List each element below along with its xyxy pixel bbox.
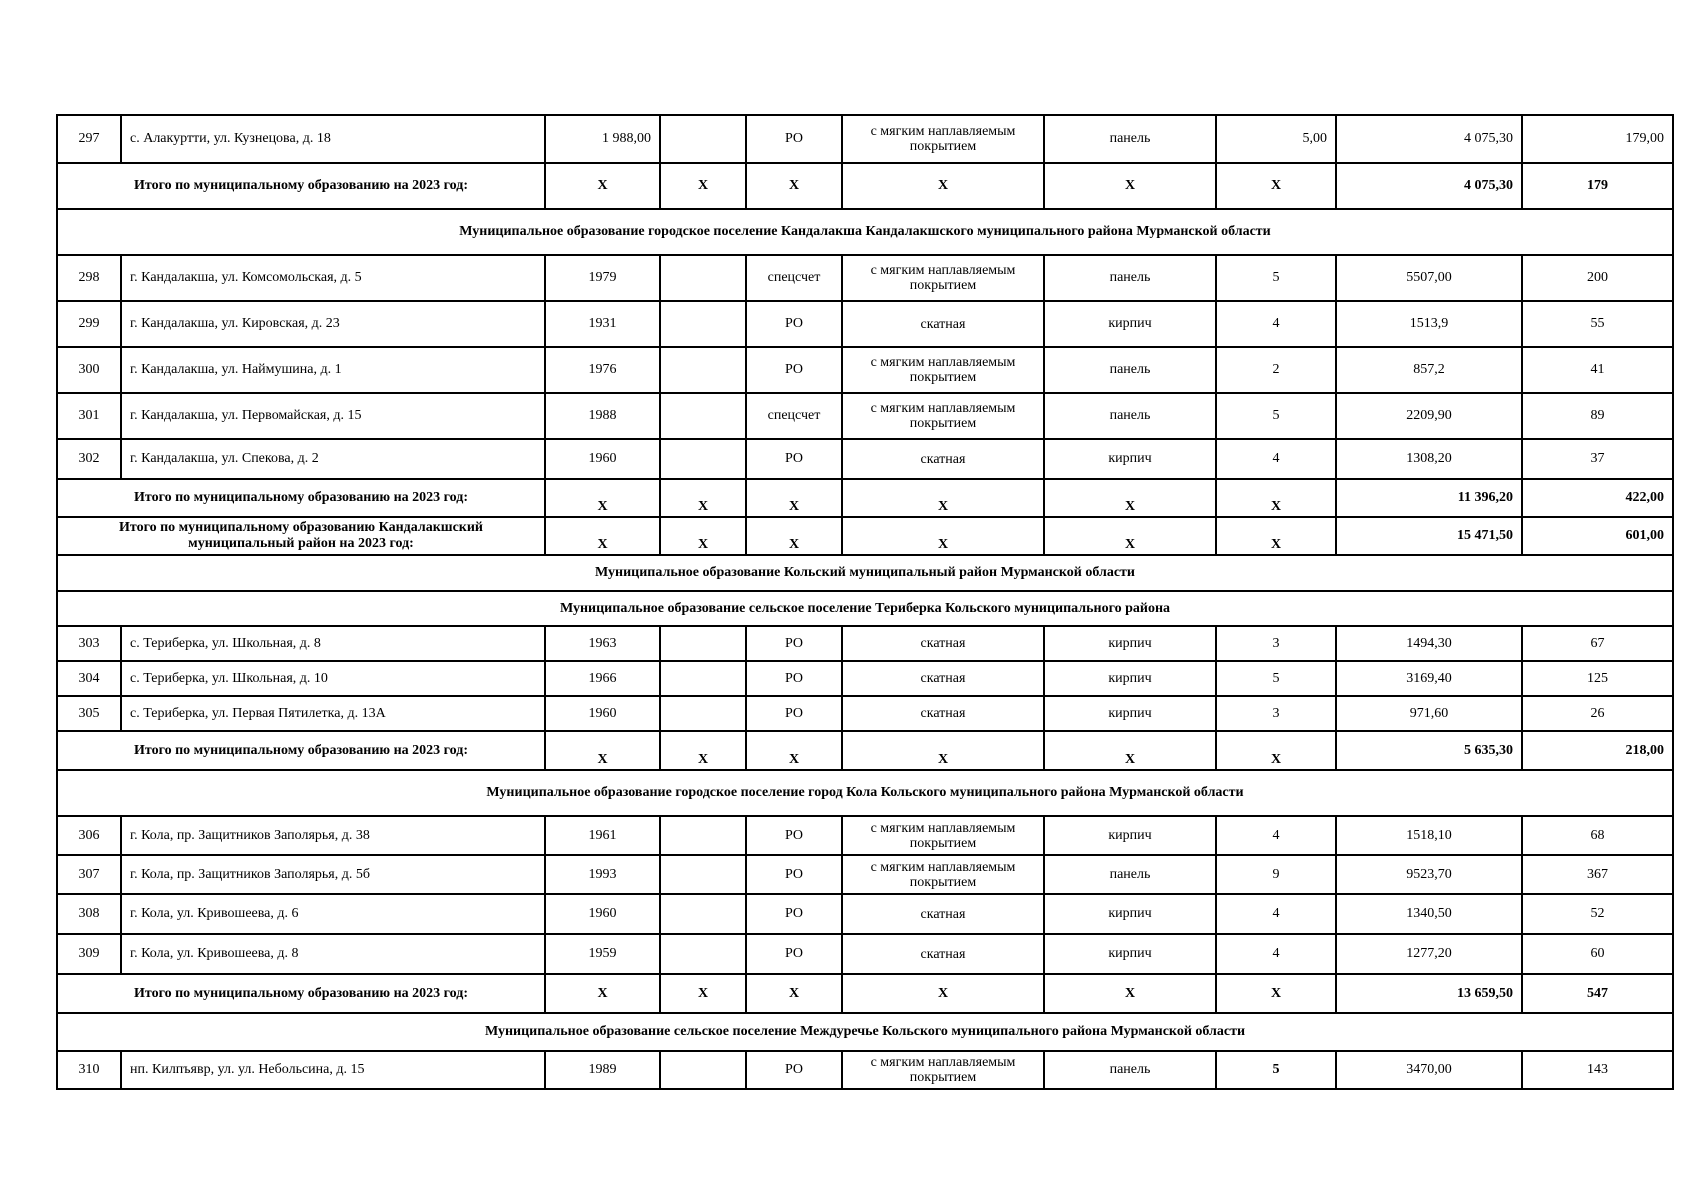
residents-cell: 37: [1522, 439, 1673, 479]
total-row: [57, 517, 1673, 555]
address-cell: г. Кандалакша, ул. Комсомольская, д. 5: [121, 255, 545, 301]
residents-cell: 41: [1522, 347, 1673, 393]
table-row: [57, 255, 1673, 301]
roof-type-cell: скатная: [842, 301, 1044, 347]
empty-cell: [660, 816, 746, 855]
floors-cell: 5: [1216, 1051, 1336, 1089]
total-x-mark: X: [746, 731, 842, 770]
wall-material-cell: кирпич: [1044, 626, 1216, 661]
floors-cell: 3: [1216, 626, 1336, 661]
area-cell: 1518,10: [1336, 816, 1522, 855]
floors-cell: 9: [1216, 855, 1336, 894]
empty-cell: [660, 626, 746, 661]
roof-type-cell: с мягким наплавляемым покрытием: [842, 1051, 1044, 1089]
total-x-mark: X: [842, 163, 1044, 209]
total-label: Итого по муниципальному образованию на 2023 год:: [57, 479, 545, 517]
wall-material-cell: кирпич: [1044, 661, 1216, 696]
section-title: Муниципальное образование сельское поселение Междуречье Кольского муниципального района Мурманской области: [57, 1013, 1673, 1051]
address-cell: с. Териберка, ул. Первая Пятилетка, д. 13А: [121, 696, 545, 731]
roof-type-cell: скатная: [842, 439, 1044, 479]
area-cell: 1308,20: [1336, 439, 1522, 479]
wall-material-cell: кирпич: [1044, 696, 1216, 731]
year-cell: 1961: [545, 816, 660, 855]
roof-type-cell: с мягким наплавляемым покрытием: [842, 816, 1044, 855]
table-row: [57, 894, 1673, 934]
row-number: 310: [57, 1051, 121, 1089]
roof-type-cell: с мягким наплавляемым покрытием: [842, 347, 1044, 393]
area-cell: 3470,00: [1336, 1051, 1522, 1089]
wall-material-cell: панель: [1044, 855, 1216, 894]
housing-table: [56, 114, 1674, 1090]
roof-type-cell: скатная: [842, 661, 1044, 696]
address-cell: г. Кандалакша, ул. Спекова, д. 2: [121, 439, 545, 479]
fund-cell: РО: [746, 894, 842, 934]
row-number: 309: [57, 934, 121, 974]
fund-cell: РО: [746, 934, 842, 974]
table-row: [57, 1051, 1673, 1089]
roof-type-cell: скатная: [842, 626, 1044, 661]
area-cell: 5507,00: [1336, 255, 1522, 301]
empty-cell: [660, 301, 746, 347]
row-number: 303: [57, 626, 121, 661]
total-x-mark: X: [545, 974, 660, 1013]
total-x-mark: X: [1216, 163, 1336, 209]
row-number: 305: [57, 696, 121, 731]
total-area: 4 075,30: [1336, 163, 1522, 209]
floors-cell: 2: [1216, 347, 1336, 393]
total-x-mark: X: [545, 163, 660, 209]
year-cell: 1979: [545, 255, 660, 301]
floors-cell: 5: [1216, 661, 1336, 696]
roof-type-cell: с мягким наплавляемым покрытием: [842, 855, 1044, 894]
section-header-row: [57, 209, 1673, 255]
row-number: 300: [57, 347, 121, 393]
table-row: [57, 696, 1673, 731]
table-row: [57, 626, 1673, 661]
year-cell: 1976: [545, 347, 660, 393]
empty-cell: [660, 1051, 746, 1089]
area-cell: 1340,50: [1336, 894, 1522, 934]
fund-cell: РО: [746, 439, 842, 479]
fund-cell: РО: [746, 626, 842, 661]
row-number: 308: [57, 894, 121, 934]
total-x-mark: X: [746, 163, 842, 209]
total-area: 15 471,50: [1336, 517, 1522, 555]
roof-type-cell: с мягким наплавляемым покрытием: [842, 255, 1044, 301]
total-x-mark: X: [1216, 974, 1336, 1013]
total-x-mark: X: [1044, 517, 1216, 555]
total-residents: 422,00: [1522, 479, 1673, 517]
fund-cell: спецсчет: [746, 255, 842, 301]
year-cell: 1960: [545, 439, 660, 479]
area-cell: 3169,40: [1336, 661, 1522, 696]
empty-cell: [660, 934, 746, 974]
fund-cell: спецсчет: [746, 393, 842, 439]
residents-cell: 143: [1522, 1051, 1673, 1089]
fund-cell: РО: [746, 347, 842, 393]
table-row: [57, 347, 1673, 393]
year-cell: 1931: [545, 301, 660, 347]
total-residents: 218,00: [1522, 731, 1673, 770]
roof-type-cell: с мягким наплавляемым покрытием: [842, 115, 1044, 163]
year-cell: 1960: [545, 894, 660, 934]
section-header-row: [57, 1013, 1673, 1051]
year-cell: 1966: [545, 661, 660, 696]
table-row: [57, 816, 1673, 855]
fund-cell: РО: [746, 1051, 842, 1089]
total-x-mark: X: [842, 974, 1044, 1013]
residents-cell: 89: [1522, 393, 1673, 439]
address-cell: г. Кола, ул. Кривошеева, д. 6: [121, 894, 545, 934]
address-cell: с. Алакуртти, ул. Кузнецова, д. 18: [121, 115, 545, 163]
empty-cell: [660, 347, 746, 393]
year-cell: 1988: [545, 393, 660, 439]
table-row: [57, 115, 1673, 163]
empty-cell: [660, 115, 746, 163]
residents-cell: 367: [1522, 855, 1673, 894]
total-area: 5 635,30: [1336, 731, 1522, 770]
total-x-mark: X: [746, 479, 842, 517]
residents-cell: 60: [1522, 934, 1673, 974]
residents-cell: 55: [1522, 301, 1673, 347]
floors-cell: 4: [1216, 301, 1336, 347]
total-x-mark: X: [842, 479, 1044, 517]
wall-material-cell: панель: [1044, 347, 1216, 393]
wall-material-cell: панель: [1044, 393, 1216, 439]
total-x-mark: X: [1216, 517, 1336, 555]
total-row: [57, 974, 1673, 1013]
fund-cell: РО: [746, 855, 842, 894]
row-number: 304: [57, 661, 121, 696]
roof-type-cell: с мягким наплавляемым покрытием: [842, 393, 1044, 439]
area-cell: 2209,90: [1336, 393, 1522, 439]
total-x-mark: X: [660, 163, 746, 209]
total-x-mark: X: [660, 479, 746, 517]
empty-cell: [660, 894, 746, 934]
address-cell: с. Териберка, ул. Школьная, д. 10: [121, 661, 545, 696]
area-cell: 971,60: [1336, 696, 1522, 731]
section-title: Муниципальное образование городское поселение Кандалакша Кандалакшского муниципального района Мурманской области: [57, 209, 1673, 255]
total-label: Итого по муниципальному образованию на 2023 год:: [57, 731, 545, 770]
total-x-mark: X: [1044, 974, 1216, 1013]
row-number: 299: [57, 301, 121, 347]
total-x-mark: X: [545, 731, 660, 770]
table-row: [57, 934, 1673, 974]
row-number: 298: [57, 255, 121, 301]
fund-cell: РО: [746, 301, 842, 347]
total-x-mark: X: [1044, 163, 1216, 209]
empty-cell: [660, 393, 746, 439]
table-row: [57, 301, 1673, 347]
address-cell: г. Кола, пр. Защитников Заполярья, д. 5б: [121, 855, 545, 894]
fund-cell: РО: [746, 816, 842, 855]
empty-cell: [660, 855, 746, 894]
row-number: 307: [57, 855, 121, 894]
residents-cell: 67: [1522, 626, 1673, 661]
area-cell: 857,2: [1336, 347, 1522, 393]
floors-cell: 5: [1216, 255, 1336, 301]
total-area: 13 659,50: [1336, 974, 1522, 1013]
total-x-mark: X: [746, 517, 842, 555]
residents-cell: 125: [1522, 661, 1673, 696]
total-x-mark: X: [660, 517, 746, 555]
total-x-mark: X: [660, 731, 746, 770]
row-number: 301: [57, 393, 121, 439]
wall-material-cell: кирпич: [1044, 816, 1216, 855]
year-cell: 1963: [545, 626, 660, 661]
empty-cell: [660, 661, 746, 696]
roof-type-cell: скатная: [842, 934, 1044, 974]
roof-type-cell: скатная: [842, 894, 1044, 934]
table-row: [57, 855, 1673, 894]
wall-material-cell: кирпич: [1044, 934, 1216, 974]
table-row: [57, 393, 1673, 439]
total-area: 11 396,20: [1336, 479, 1522, 517]
total-x-mark: X: [842, 517, 1044, 555]
floors-cell: 4: [1216, 439, 1336, 479]
total-x-mark: X: [1044, 479, 1216, 517]
year-cell: 1989: [545, 1051, 660, 1089]
section-header-row: [57, 591, 1673, 626]
total-x-mark: X: [1216, 479, 1336, 517]
residents-cell: 179,00: [1522, 115, 1673, 163]
residents-cell: 52: [1522, 894, 1673, 934]
total-label: Итого по муниципальному образованию на 2023 год:: [57, 974, 545, 1013]
total-x-mark: X: [660, 974, 746, 1013]
section-title: Муниципальное образование сельское поселение Териберка Кольского муниципального района: [57, 591, 1673, 626]
floors-cell: 4: [1216, 816, 1336, 855]
floors-cell: 3: [1216, 696, 1336, 731]
wall-material-cell: панель: [1044, 1051, 1216, 1089]
address-cell: нп. Килпъявр, ул. ул. Небольсина, д. 15: [121, 1051, 545, 1089]
address-cell: с. Териберка, ул. Школьная, д. 8: [121, 626, 545, 661]
area-cell: 9523,70: [1336, 855, 1522, 894]
total-x-mark: X: [842, 731, 1044, 770]
total-row: [57, 731, 1673, 770]
table-row: [57, 439, 1673, 479]
wall-material-cell: панель: [1044, 115, 1216, 163]
wall-material-cell: кирпич: [1044, 439, 1216, 479]
floors-cell: 5,00: [1216, 115, 1336, 163]
residents-cell: 26: [1522, 696, 1673, 731]
wall-material-cell: кирпич: [1044, 301, 1216, 347]
empty-cell: [660, 439, 746, 479]
row-number: 306: [57, 816, 121, 855]
address-cell: г. Кола, ул. Кривошеева, д. 8: [121, 934, 545, 974]
wall-material-cell: кирпич: [1044, 894, 1216, 934]
row-number: 297: [57, 115, 121, 163]
year-cell: 1 988,00: [545, 115, 660, 163]
empty-cell: [660, 696, 746, 731]
area-cell: 4 075,30: [1336, 115, 1522, 163]
area-cell: 1277,20: [1336, 934, 1522, 974]
total-x-mark: X: [545, 517, 660, 555]
total-x-mark: X: [545, 479, 660, 517]
area-cell: 1513,9: [1336, 301, 1522, 347]
total-x-mark: X: [1216, 731, 1336, 770]
residents-cell: 200: [1522, 255, 1673, 301]
total-residents: 179: [1522, 163, 1673, 209]
row-number: 302: [57, 439, 121, 479]
section-title: Муниципальное образование городское поселение город Кола Кольского муниципального района Мурманской области: [57, 770, 1673, 816]
total-label: Итого по муниципальному образованию на 2023 год:: [57, 163, 545, 209]
total-label: Итого по муниципальному образованию Кандалакшский муниципальный район на 2023 год:: [57, 517, 545, 555]
floors-cell: 5: [1216, 393, 1336, 439]
table-row: [57, 661, 1673, 696]
section-title: Муниципальное образование Кольский муниципальный район Мурманской области: [57, 555, 1673, 591]
area-cell: 1494,30: [1336, 626, 1522, 661]
address-cell: г. Кола, пр. Защитников Заполярья, д. 38: [121, 816, 545, 855]
year-cell: 1960: [545, 696, 660, 731]
total-residents: 547: [1522, 974, 1673, 1013]
year-cell: 1993: [545, 855, 660, 894]
fund-cell: РО: [746, 661, 842, 696]
wall-material-cell: панель: [1044, 255, 1216, 301]
total-x-mark: X: [746, 974, 842, 1013]
floors-cell: 4: [1216, 894, 1336, 934]
total-residents: 601,00: [1522, 517, 1673, 555]
total-row: [57, 163, 1673, 209]
address-cell: г. Кандалакша, ул. Наймушина, д. 1: [121, 347, 545, 393]
roof-type-cell: скатная: [842, 696, 1044, 731]
address-cell: г. Кандалакша, ул. Первомайская, д. 15: [121, 393, 545, 439]
total-row: [57, 479, 1673, 517]
section-header-row: [57, 555, 1673, 591]
floors-cell: 4: [1216, 934, 1336, 974]
address-cell: г. Кандалакша, ул. Кировская, д. 23: [121, 301, 545, 347]
residents-cell: 68: [1522, 816, 1673, 855]
fund-cell: РО: [746, 115, 842, 163]
empty-cell: [660, 255, 746, 301]
fund-cell: РО: [746, 696, 842, 731]
year-cell: 1959: [545, 934, 660, 974]
total-x-mark: X: [1044, 731, 1216, 770]
section-header-row: [57, 770, 1673, 816]
